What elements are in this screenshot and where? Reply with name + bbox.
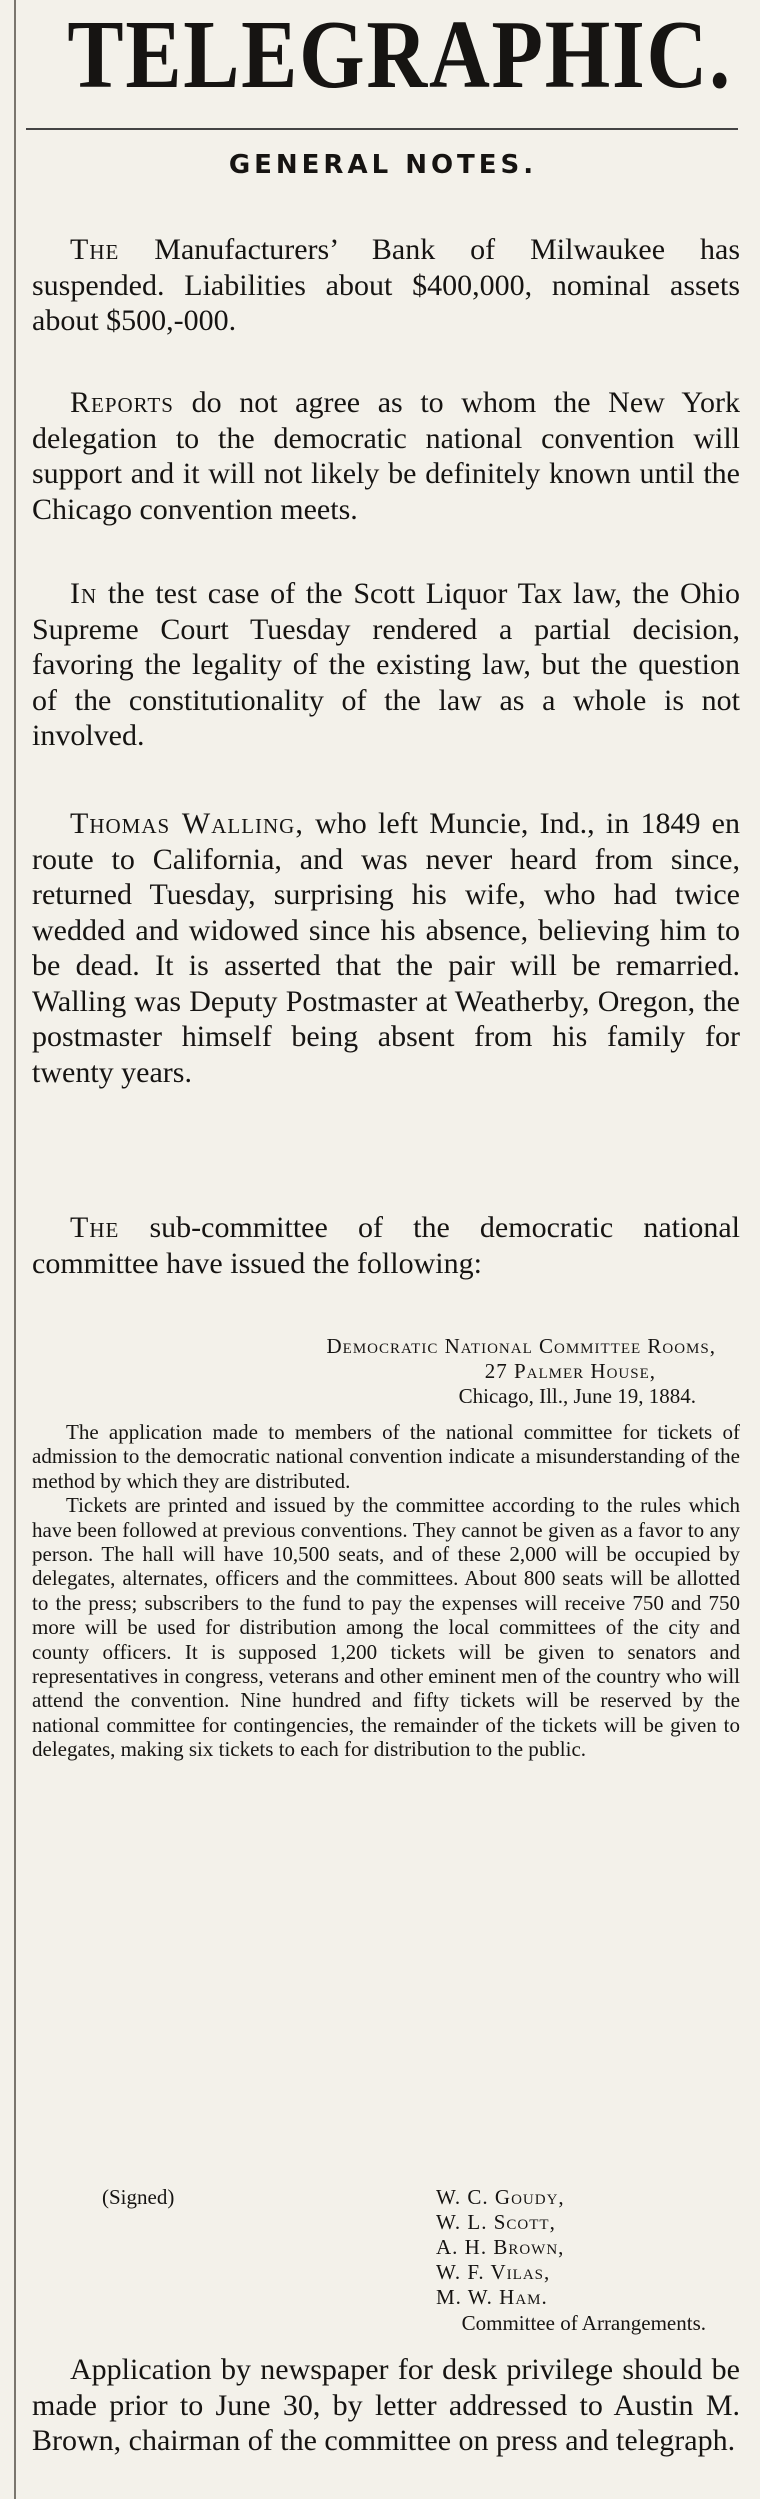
letter-paragraph: Tickets are printed and issued by the committee according to the rules which have been followed at previous conventions. They cannot be given as a favor to any person. The hall will have 10,500 seats, and of these 2,000 will be occupied by delegates, alternates, officers and the committees. About 800 seats will be allotted to the press; subscribers to the fund to pay the expenses will receive 750 and 750 more will be used for distribution among the local committees of the city and county officers. It is supposed 1,200 tickets will be given to senators and representatives in congress, veterans and other eminent men of the country who will attend the convention. Nine hundred and fifty tickets will be reserved by the national committee for contingencies, the remainder of the tickets will be given to delegates, making six tickets to each for distribution to the public. [32, 1493, 740, 1762]
letter-header-line: Democratic National Committee Rooms, [326, 1334, 716, 1358]
paragraph-bank [32, 232, 740, 339]
paragraph-closing [32, 2352, 740, 2459]
letter-body [32, 1420, 740, 1762]
signer-name: M. W. Ham. [436, 2285, 548, 2309]
signer-name: W. L. Scott, [436, 2210, 556, 2234]
paragraph-text: Application by newspaper for desk privilege should be made prior to June 30, by letter addressed to Austin M. Brown, chairman of the committee on press and telegraph. [32, 2353, 740, 2457]
letter-header [16, 1334, 716, 1409]
paragraph-lead: Thomas Walling, [70, 807, 304, 840]
letter-header-line: Chicago, Ill., June 19, 1884. [458, 1384, 696, 1408]
paragraph-text: sub-committee of the democratic national committee have issued the following: [32, 1211, 740, 1280]
masthead-rule [26, 128, 738, 130]
section-heading: GENERAL NOTES. [228, 150, 538, 180]
letter-header-line: 27 Palmer House, [484, 1359, 656, 1383]
paragraph-lead: Reports [70, 386, 174, 419]
paragraph-text: who left Muncie, Ind., in 1849 en route to California, and was never heard from since, returned Tuesday, surprising his wife, who had twice wedded and widowed since his absence, believing him to be dead. It is asserted that the pair will be remarried. Walling was Deputy Postmaster at Weatherby, Oregon, the postmaster himself being absent from his family for twenty years. [32, 807, 741, 1089]
signed-label: (Signed) [102, 2185, 175, 2209]
paragraph-lead: The [70, 1211, 120, 1244]
paragraph-text: Manufacturers’ Bank of Milwaukee has suspended. Liabilities about $400,000, nominal assets about $500,-000. [32, 233, 740, 337]
newspaper-column [14, 0, 750, 2499]
paragraph-text: the test case of the Scott Liquor Tax law, the Ohio Supreme Court Tuesday rendered a partial decision, favoring the legality of the existing law, but the question of the constitutionality of the law as a whole is not involved. [32, 577, 740, 752]
signer-name: W. C. Goudy, [436, 2185, 565, 2209]
signer-name: W. F. Vilas, [436, 2260, 551, 2284]
paragraph-subcommittee [32, 1210, 740, 1281]
paragraph-text: do not agree as to whom the New York delegation to the democratic national convention will support and it will not likely be definitely known until the Chicago convention meets. [32, 386, 740, 526]
paragraph-lead: The [70, 233, 120, 266]
masthead-title: TELEGRAPHIC. [67, 1, 732, 109]
paragraph-lead: In [70, 577, 98, 610]
signers-list [436, 2185, 565, 2310]
paragraph-walling [32, 806, 740, 1090]
paragraph-liquor-law [32, 576, 740, 754]
paragraph-delegation [32, 385, 740, 527]
letter-paragraph: The application made to members of the national committee for tickets of admission to the democratic national convention indicate a misunderstanding of the method by which they are distributed. [32, 1420, 740, 1493]
signer-name: A. H. Brown, [436, 2235, 565, 2259]
committee-name: Committee of Arrangements. [461, 2311, 706, 2335]
